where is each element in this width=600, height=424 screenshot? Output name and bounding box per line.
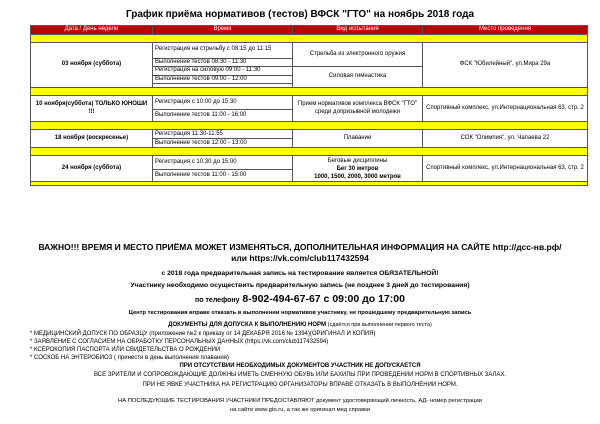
phone-number: 8-902-494-67-67 с 09:00 до 17:00 xyxy=(242,293,405,305)
event-date: 24 ноября (суббота) xyxy=(31,156,153,182)
event-place: ФСК "Юбилейный", ул.Мира 29а xyxy=(423,42,588,88)
prereg-instructions: Участнику необходимо осуществить предварительную запись (не позднее 3 дней до тестирования) xyxy=(130,282,470,289)
table-header-row xyxy=(31,26,588,35)
table-row xyxy=(31,96,588,110)
table-row xyxy=(31,42,588,58)
docs-title-note: (сдаётся при выполнении первого теста) xyxy=(327,322,432,328)
event-time: Регистрация на силовую 09:00 - 11:30 xyxy=(153,67,293,76)
row-separator xyxy=(31,122,588,130)
list-item: * КСЕРОКОПИЯ ПАСПОРТА ИЛИ СВИДЕТЕЛЬСТВА О РОЖДЕНИИ xyxy=(30,347,221,353)
docs-list xyxy=(30,330,376,362)
missing-docs-note: ПРИ ОТСУТСТВИИ НЕОБХОДИМЫХ ДОКУМЕНТОВ УЧАСТНИК НЕ ДОПУСКАЕТСЯ xyxy=(179,363,421,369)
warning-line: или https://vk.com/club117432594 xyxy=(231,252,369,263)
rule-shoes: ВСЕ ЗРИТЕЛИ И СОПРОВОЖДАЮЩИЕ ДОЛЖНЫ ИМЕТЬ СМЕННУЮ ОБУВЬ ИЛИ БАХИЛЫ ПРИ ПРОВЕДЕНИИ НОРМ В СПОРТИВНЫХ ЗАЛАХ. xyxy=(93,372,507,378)
event-time: Регистрация с 10:00 до 15:30 xyxy=(153,96,293,110)
event-kind: Прием нормативов комплекса ВФСК "ГТО" среди допризывной молодежи xyxy=(293,96,423,122)
event-kind-line: 1000, 1500, 2000, 3000 метров xyxy=(314,173,401,180)
row-separator xyxy=(31,182,588,186)
table-row xyxy=(31,156,588,170)
phone-line xyxy=(0,293,600,305)
event-time: Выполнение тестов 09:00 - 12:00 xyxy=(153,75,293,84)
event-date: 03 ноября (суббота) xyxy=(31,42,153,88)
event-kind-line: Беговые дисциплины xyxy=(327,157,388,164)
center-note: Центр тестирования вправе отказать в выполнении нормативов участнику, не прошедшему предварительную запись xyxy=(128,310,472,316)
prereg-required: с 2018 года предварительная запись на тестирование является ОБЯЗАТЕЛЬНОЙ! xyxy=(161,270,439,277)
row-separator xyxy=(31,148,588,156)
list-item: * МЕДИЦИНСКИЙ ДОПУСК ПО ОБРАЗЦУ (приложение №2 к приказу от 14 ДЕКАБРЯ 2016 № 1394)(ОРИГИНАЛ И КОПИЯ) xyxy=(30,331,376,337)
event-place: Спортивный комплекс, ул.Интернациональная 63, стр. 2 xyxy=(423,156,588,182)
warning-line: ВАЖНО!!! ВРЕМЯ И МЕСТО ПРИЁМА МОЖЕТ ИЗМЕНЯТЬСЯ, ДОПОЛНИТЕЛЬНАЯ ИНФОРМАЦИЯ НА САЙТЕ http://дсс-нв.рф/ xyxy=(38,242,562,252)
header-date: Дата / День недели xyxy=(31,26,153,35)
event-time: Выполнение тестов 12:00 - 13:00 xyxy=(153,139,293,148)
header-kind: Вид испытания xyxy=(293,26,423,35)
docs-title: ДОКУМЕНТЫ ДЛЯ ДОПУСКА К ВЫПОЛНЕНИЮ НОРМ xyxy=(168,322,326,328)
event-kind xyxy=(293,156,423,182)
docs-title-line xyxy=(0,322,600,328)
row-separator xyxy=(31,88,588,96)
footer-line: на сайте www.gto.ru, а так же оригинал мед справки xyxy=(229,407,371,413)
event-time: Выполнение тестов 08:30 - 11:30 xyxy=(153,58,293,67)
event-time: Выполнение тестов 11:00 - 15:00 xyxy=(153,170,293,182)
event-time: Регистрация с 10:30 до 15:00 xyxy=(153,156,293,170)
event-kind-line: Бег 30 метров xyxy=(336,165,379,172)
row-separator xyxy=(31,34,588,42)
header-time: Время xyxy=(153,26,293,35)
event-time: Регистрация 11:30-11:55 xyxy=(153,130,293,139)
event-time: Выполнение тестов 11:00 - 16:00 xyxy=(153,110,293,122)
event-place: СОК "Олимпия", ул. Чапаева 22 xyxy=(423,130,588,148)
event-time: Регистрация на стрельбу с 08:15 до 11:15 xyxy=(153,42,293,58)
footer-line: НА ПОСЛЕДУЮЩИЕ ТЕСТИРОВАНИЯ УЧАСТНИКИ ПРЕДОСТАВЛЯЮТ документ удостоверяющий личность, АД- номер регистрации xyxy=(118,398,482,404)
event-kind: Силовая гимнастика xyxy=(293,67,423,88)
list-item: * СОСКОБ НА ЭНТЕРОБИОЗ ( принести в день выполнения плавания) xyxy=(30,355,229,361)
table-row xyxy=(31,130,588,139)
rule-no-show: ПРИ НЕ ЯВКЕ УЧАСТНИКА НА РЕГИСТРАЦИЮ ОРГАНИЗАТОРЫ ВПРАВЕ ОТКАЗАТЬ В ВЫПОЛНЕНИИ НОРМ. xyxy=(142,382,458,388)
list-item: * ЗАЯВЛЕНИЕ С СОГЛАСИЕМ НА ОБРАБОТКУ ПЕРСОНАЛЬНЫХ ДАННЫХ (https://vk.com/club117432594) xyxy=(30,339,329,345)
event-kind: Стрельба из электронного оружия xyxy=(293,42,423,67)
important-warning xyxy=(0,242,600,263)
schedule-table xyxy=(30,25,588,186)
event-kind: Плавание xyxy=(293,130,423,148)
event-place: Спортивный комплекс, ул.Интернациональная 63, стр. 2 xyxy=(423,96,588,122)
event-date: 18 ноября (воскресенье) xyxy=(31,130,153,148)
event-date: 10 ноября(суббота) ТОЛЬКО ЮНОШИ !!! xyxy=(31,96,153,122)
page-title: График приёма нормативов (тестов) ВФСК "ГТО" на ноябрь 2018 года xyxy=(125,9,475,20)
header-place: Место проведения xyxy=(423,26,588,35)
phone-label: по телефону xyxy=(195,297,240,304)
